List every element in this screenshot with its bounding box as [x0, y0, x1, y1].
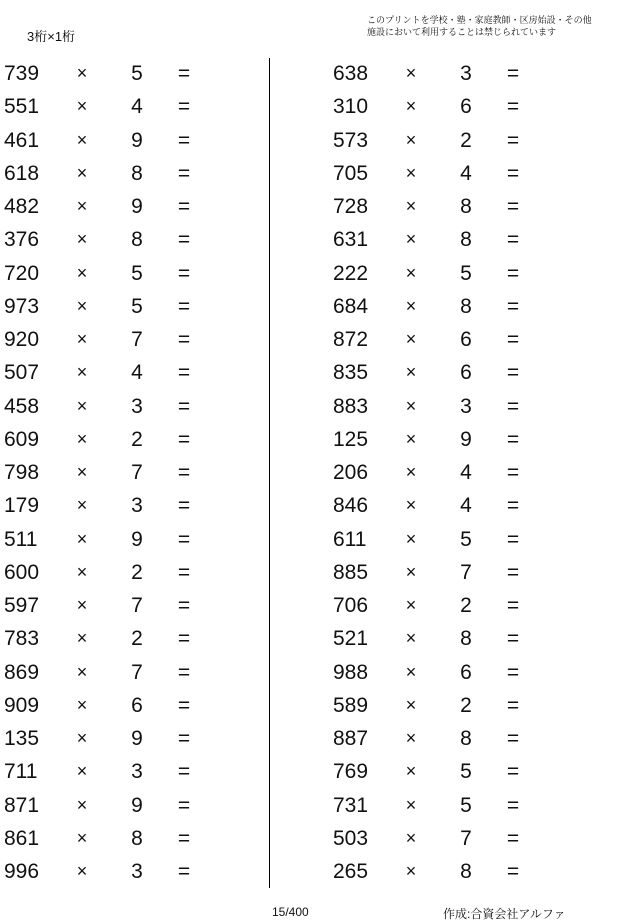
- equals-sign: =: [177, 161, 191, 185]
- multiplier: 5: [460, 793, 472, 817]
- multiplier: 2: [131, 560, 143, 584]
- multiplicand: 872: [333, 328, 369, 351]
- multiplicand: 631: [333, 228, 369, 252]
- multiplicand: 728: [333, 195, 369, 218]
- multiplicand: 706: [333, 594, 369, 617]
- times-sign: ×: [405, 628, 417, 649]
- multiplier: 7: [131, 594, 143, 617]
- multiplicand: 600: [4, 560, 40, 584]
- usage-notice: [367, 14, 592, 38]
- multiplier: 8: [460, 228, 472, 252]
- multiplicand: 883: [333, 394, 369, 418]
- times-sign: ×: [405, 794, 417, 815]
- multiplicand: 135: [4, 727, 40, 750]
- multiplicand: 885: [333, 560, 369, 584]
- times-sign: ×: [76, 395, 88, 416]
- times-sign: ×: [405, 129, 417, 150]
- multiplicand: 179: [4, 494, 40, 518]
- times-sign: ×: [76, 661, 88, 682]
- equals-sign: =: [177, 494, 191, 518]
- multiplicand: 482: [4, 195, 40, 218]
- times-sign: ×: [405, 295, 417, 316]
- times-sign: ×: [76, 428, 88, 449]
- multiplier: 3: [460, 394, 472, 418]
- times-sign: ×: [405, 694, 417, 715]
- equals-sign: =: [177, 860, 191, 883]
- multiplier: 7: [460, 560, 472, 584]
- multiplicand: 769: [333, 760, 369, 784]
- multiplier: 3: [131, 860, 143, 883]
- equals-sign: =: [506, 461, 520, 484]
- equals-sign: =: [177, 427, 191, 451]
- equals-sign: =: [506, 328, 520, 351]
- equals-sign: =: [506, 660, 520, 684]
- multiplicand: 222: [333, 261, 369, 285]
- multiplier: 4: [131, 95, 143, 119]
- multiplier: 8: [131, 161, 143, 185]
- equals-sign: =: [506, 95, 520, 119]
- multiplier: 7: [131, 461, 143, 484]
- multiplicand: 310: [333, 95, 369, 119]
- multiplicand: 869: [4, 660, 40, 684]
- equals-sign: =: [506, 62, 520, 85]
- multiplicand: 909: [4, 693, 40, 717]
- multiplicand: 846: [333, 494, 369, 518]
- equals-sign: =: [177, 594, 191, 617]
- times-sign: ×: [76, 162, 88, 183]
- multiplicand: 835: [333, 361, 369, 385]
- times-sign: ×: [405, 96, 417, 117]
- multiplier: 5: [460, 261, 472, 285]
- times-sign: ×: [76, 462, 88, 482]
- equals-sign: =: [506, 760, 520, 784]
- equals-sign: =: [506, 560, 520, 584]
- times-sign: ×: [76, 63, 88, 83]
- times-sign: ×: [76, 827, 88, 848]
- times-sign: ×: [76, 595, 88, 615]
- multiplicand: 920: [4, 328, 40, 351]
- equals-sign: =: [506, 394, 520, 418]
- equals-sign: =: [506, 793, 520, 817]
- equals-sign: =: [177, 793, 191, 817]
- multiplicand: 798: [4, 461, 40, 484]
- multiplicand: 611: [333, 527, 367, 551]
- multiplier: 8: [460, 195, 472, 218]
- times-sign: ×: [405, 761, 417, 782]
- multiplier: 3: [460, 62, 472, 85]
- times-sign: ×: [405, 395, 417, 416]
- multiplier: 5: [131, 294, 143, 318]
- multiplier: 5: [460, 527, 472, 551]
- equals-sign: =: [506, 727, 520, 750]
- multiplicand: 511: [4, 527, 38, 551]
- times-sign: ×: [76, 196, 88, 216]
- multiplicand: 573: [333, 128, 369, 152]
- multiplier: 8: [460, 860, 472, 883]
- worksheet-title: 3桁×1桁: [27, 29, 76, 44]
- times-sign: ×: [405, 528, 417, 549]
- multiplier: 9: [131, 727, 143, 750]
- equals-sign: =: [506, 494, 520, 518]
- multiplicand: 503: [333, 826, 369, 850]
- equals-sign: =: [177, 394, 191, 418]
- times-sign: ×: [405, 428, 417, 449]
- author-credit: 作成:合資会社アルファ: [443, 907, 566, 921]
- times-sign: ×: [76, 495, 88, 516]
- multiplicand: 589: [333, 693, 369, 717]
- times-sign: ×: [76, 362, 88, 383]
- multiplier: 7: [460, 826, 472, 850]
- multiplier: 4: [460, 494, 472, 518]
- times-sign: ×: [76, 694, 88, 715]
- multiplicand: 376: [4, 228, 40, 252]
- equals-sign: =: [177, 826, 191, 850]
- equals-sign: =: [506, 261, 520, 285]
- times-sign: ×: [405, 63, 417, 83]
- multiplier: 6: [460, 95, 472, 119]
- times-sign: ×: [405, 262, 417, 283]
- multiplicand: 731: [333, 793, 369, 817]
- multiplier: 2: [460, 594, 472, 617]
- times-sign: ×: [76, 96, 88, 117]
- times-sign: ×: [76, 761, 88, 782]
- multiplicand: 597: [4, 594, 40, 617]
- multiplier: 6: [460, 660, 472, 684]
- times-sign: ×: [405, 462, 417, 482]
- equals-sign: =: [506, 427, 520, 451]
- usage-notice-line-2: 施設において利用することは禁じられています: [367, 27, 557, 37]
- multiplicand: 783: [4, 627, 40, 651]
- multiplicand: 461: [4, 128, 40, 152]
- times-sign: ×: [405, 495, 417, 516]
- equals-sign: =: [177, 62, 191, 85]
- equals-sign: =: [506, 627, 520, 651]
- times-sign: ×: [405, 728, 417, 748]
- multiplier: 5: [460, 760, 472, 784]
- times-sign: ×: [405, 661, 417, 682]
- equals-sign: =: [506, 195, 520, 218]
- times-sign: ×: [76, 861, 88, 881]
- multiplicand: 705: [333, 161, 369, 185]
- multiplicand: 609: [4, 427, 40, 451]
- multiplier: 7: [131, 328, 143, 351]
- multiplier: 6: [131, 693, 143, 717]
- multiplicand: 973: [4, 294, 40, 318]
- equals-sign: =: [177, 261, 191, 285]
- equals-sign: =: [177, 660, 191, 684]
- equals-sign: =: [177, 627, 191, 651]
- multiplicand: 739: [4, 62, 40, 85]
- multiplicand: 551: [4, 95, 40, 119]
- page-number: 15/400: [272, 905, 309, 919]
- equals-sign: =: [506, 161, 520, 185]
- times-sign: ×: [76, 229, 88, 250]
- times-sign: ×: [405, 162, 417, 183]
- multiplicand: 618: [4, 161, 40, 185]
- equals-sign: =: [177, 361, 191, 385]
- equals-sign: =: [177, 693, 191, 717]
- multiplicand: 638: [333, 62, 369, 85]
- multiplier: 2: [131, 627, 143, 651]
- multiplicand: 988: [333, 660, 369, 684]
- multiplicand: 711: [4, 760, 38, 784]
- times-sign: ×: [405, 229, 417, 250]
- multiplicand: 507: [4, 361, 40, 385]
- equals-sign: =: [177, 128, 191, 152]
- equals-sign: =: [177, 560, 191, 584]
- equals-sign: =: [506, 294, 520, 318]
- multiplier: 5: [131, 62, 143, 85]
- equals-sign: =: [506, 860, 520, 883]
- multiplier: 4: [460, 461, 472, 484]
- multiplier: 8: [460, 294, 472, 318]
- equals-sign: =: [506, 361, 520, 385]
- multiplier: 2: [460, 693, 472, 717]
- multiplier: 9: [460, 427, 472, 451]
- multiplier: 6: [460, 361, 472, 385]
- multiplier: 3: [131, 394, 143, 418]
- equals-sign: =: [506, 826, 520, 850]
- column-divider: [269, 58, 270, 888]
- equals-sign: =: [177, 760, 191, 784]
- multiplicand: 720: [4, 261, 40, 285]
- equals-sign: =: [177, 527, 191, 551]
- multiplicand: 684: [333, 294, 369, 318]
- multiplicand: 458: [4, 394, 40, 418]
- multiplier: 8: [460, 727, 472, 750]
- multiplicand: 996: [4, 860, 40, 883]
- multiplier: 3: [131, 760, 143, 784]
- multiplier: 7: [131, 660, 143, 684]
- multiplier: 4: [131, 361, 143, 385]
- equals-sign: =: [177, 328, 191, 351]
- times-sign: ×: [405, 561, 417, 582]
- equals-sign: =: [177, 95, 191, 119]
- multiplicand: 861: [4, 826, 40, 850]
- times-sign: ×: [405, 827, 417, 848]
- times-sign: ×: [76, 628, 88, 649]
- times-sign: ×: [76, 295, 88, 316]
- equals-sign: =: [177, 228, 191, 252]
- times-sign: ×: [405, 196, 417, 216]
- multiplier: 9: [131, 527, 143, 551]
- equals-sign: =: [506, 693, 520, 717]
- equals-sign: =: [177, 461, 191, 484]
- times-sign: ×: [76, 528, 88, 549]
- equals-sign: =: [506, 527, 520, 551]
- times-sign: ×: [405, 362, 417, 383]
- multiplicand: 521: [333, 627, 369, 651]
- equals-sign: =: [506, 228, 520, 252]
- multiplicand: 125: [333, 427, 369, 451]
- times-sign: ×: [76, 561, 88, 582]
- multiplier: 6: [460, 328, 472, 351]
- multiplier: 4: [460, 161, 472, 185]
- times-sign: ×: [405, 329, 417, 349]
- multiplier: 2: [460, 128, 472, 152]
- equals-sign: =: [177, 195, 191, 218]
- multiplicand: 265: [333, 860, 369, 883]
- multiplier: 8: [460, 627, 472, 651]
- times-sign: ×: [76, 329, 88, 349]
- multiplier: 3: [131, 494, 143, 518]
- multiplicand: 887: [333, 727, 369, 750]
- times-sign: ×: [405, 595, 417, 615]
- multiplier: 8: [131, 826, 143, 850]
- equals-sign: =: [177, 294, 191, 318]
- usage-notice-line-1: このプリントを学校・塾・家庭教師・区房始設・その他: [367, 15, 592, 25]
- times-sign: ×: [405, 861, 417, 881]
- equals-sign: =: [506, 594, 520, 617]
- times-sign: ×: [76, 794, 88, 815]
- multiplier: 2: [131, 427, 143, 451]
- times-sign: ×: [76, 262, 88, 283]
- times-sign: ×: [76, 129, 88, 150]
- equals-sign: =: [506, 128, 520, 152]
- multiplier: 9: [131, 128, 143, 152]
- multiplier: 9: [131, 195, 143, 218]
- multiplicand: 871: [4, 793, 40, 817]
- multiplier: 8: [131, 228, 143, 252]
- multiplicand: 206: [333, 461, 369, 484]
- equals-sign: =: [177, 727, 191, 750]
- multiplier: 5: [131, 261, 143, 285]
- multiplier: 9: [131, 793, 143, 817]
- times-sign: ×: [76, 728, 88, 748]
